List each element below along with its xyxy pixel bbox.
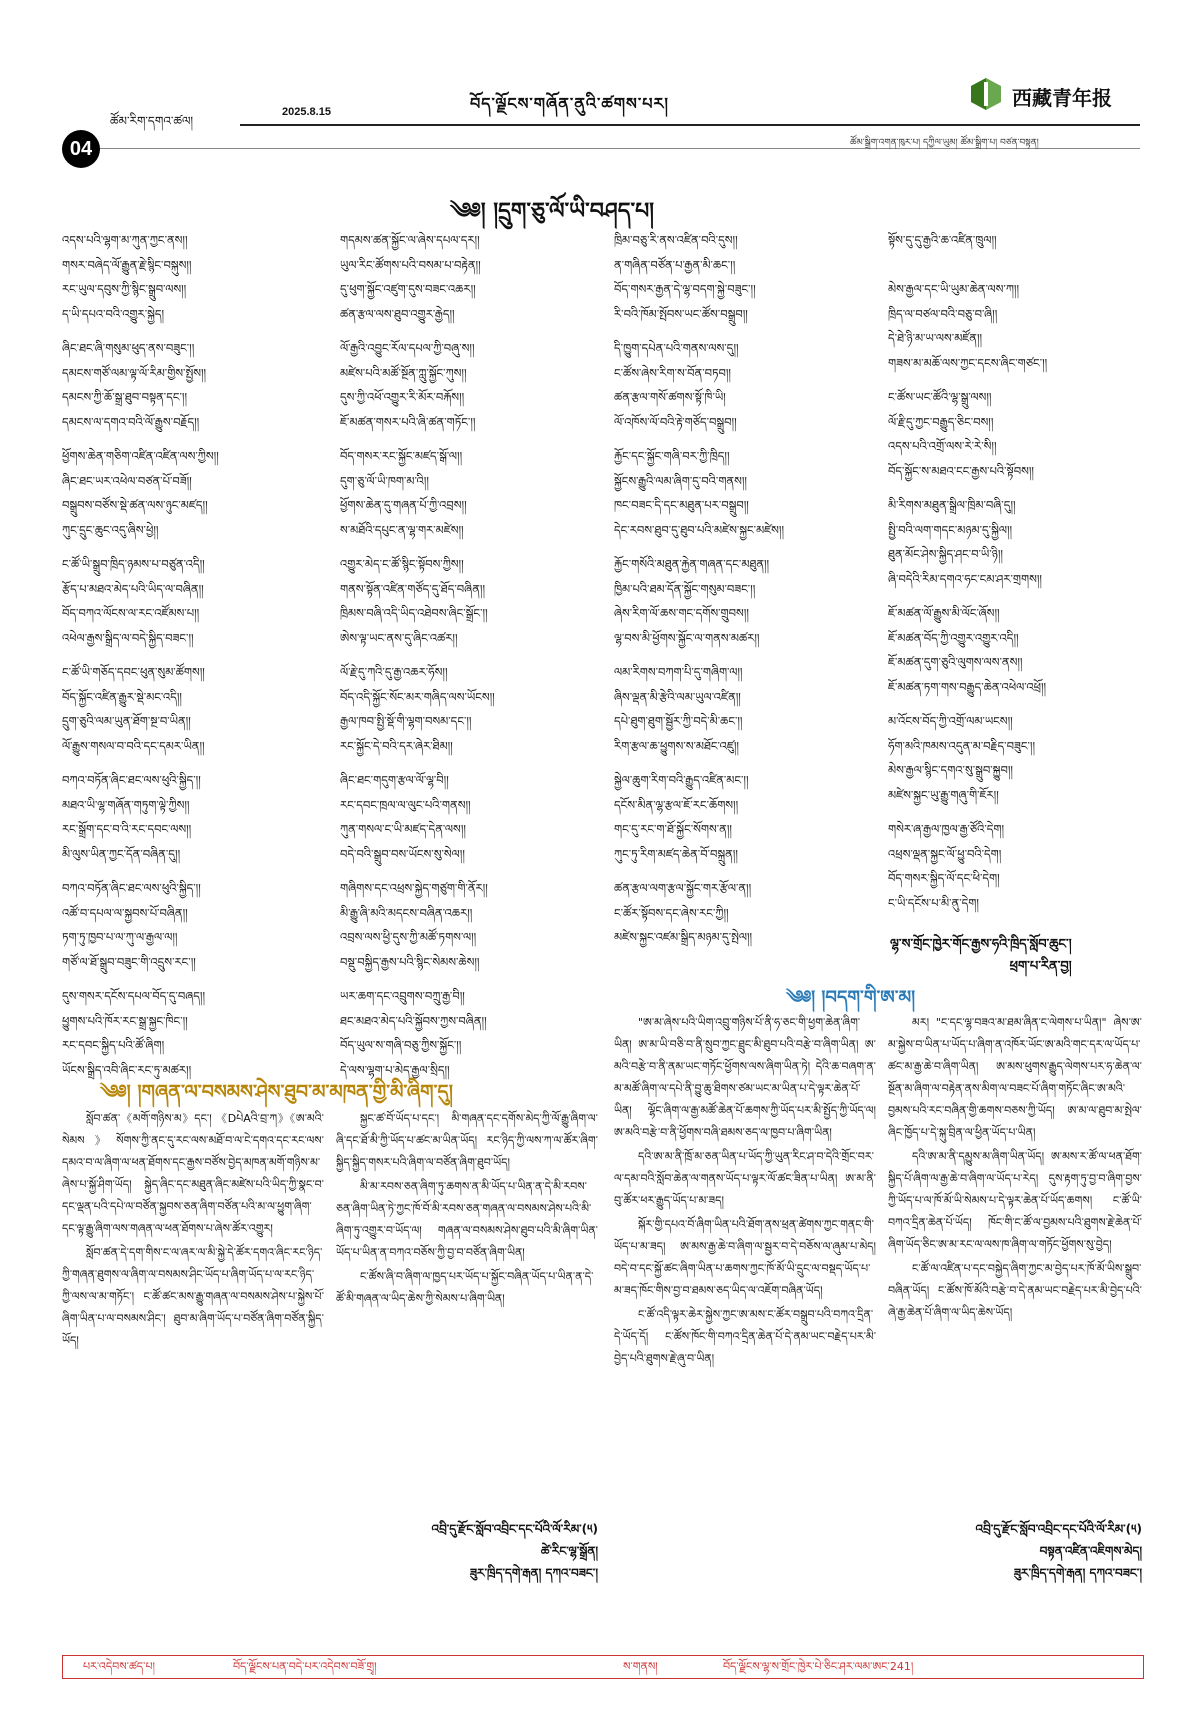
poem-line: གཞིགས་དང་འཕྲས་སྐྱེད་གཙུག་གི་ནོར།།: [340, 881, 488, 895]
poem-line: འཚོ་བ་དཔལ་ལ་སྐྱབས་པོ་བཞིན།།: [62, 905, 188, 920]
header-rule: [240, 124, 1140, 126]
poem-stanza: [340, 768, 595, 866]
paragraph: མར། "ང་དང་ལྷ་བཟའ་མ་ཐམ་ཞིན་ང་ལེགས་པ་ཡིན།" ཞེས་ཨ་མ་སྐྱེས་བ་ཡིན་པ་ཡོད་པ་ཞིག་ན་འཁོར་ཡོང་ཨ་མའི་གང་དར་ལ་ཡོད་པ་ཚང་མ་རྒྱ་ཆེ་བ་ཞིག་ཡིན། ཨ་མས་ཕུགས་རྒྱུད་ལེགས་པར་ཧ་ཆེན་ལ་སྔོན་མ་ཞིག་ལ་བརྟེན་ནས་མིག་ལ་བཟང་པོ་ཞིག་གཏོང་ཞིང་ཨ་མའི་བྱམས་པའི་རང་བཞིན་གྱི་ཆགས་བཅས་ཀྱི་ཡོད། ཨ་མ་ལ་ཐུབ་མ་སྤེལ་ཞིང་ཁྱོད་པ་དེ་སྐུ་བྲིན་ལ་ཕྱིན་ཡོད་པ་ཡིན།: [888, 1016, 1142, 1139]
poem-line: གང་དུ་རང་ག་ཐོ་སྐྱོང་སོགས་ན།།: [614, 822, 732, 836]
poem-stanza: [340, 444, 595, 542]
poem-line: རང་སྐྱོང་དེ་བའི་དར་ཞེར་ཐིམ།།: [340, 738, 453, 753]
poem-line: ཧོག་མའི་ཁམས་འདུན་མ་བརྗིད་བཟུང་།།: [888, 738, 1036, 753]
issue-date: 2025.8.15: [282, 106, 331, 118]
poem-line: གཙོ་ལ་ཐོ་སྒྲུབ་བཟུང་གི་འདྲུས་རང་།།: [62, 954, 196, 969]
poem-line: ཀུང་དྲུང་ཆུང་འདུ་ཞིས་ཕྱེ།།: [62, 522, 159, 537]
poem-line: ལོ་རྗི་དུ་ཀྱང་བརྒྱུད་ཅིང་བས།།: [888, 414, 994, 429]
article2-column-2: [888, 1012, 1142, 1502]
footer-bar: [62, 1655, 1144, 1679]
poem-line: མེས་རྒྱལ་སྙིང་དགའ་སུ་སྒྲུབ་སྐྱུབ།།: [888, 763, 1013, 777]
paragraph: སློབ་ཚན་དེ་དག་གིས་ང་ལ་ཞར་ལ་མི་སྐྱེ་དེ་ཚོར་དགའ་ཞིང་རང་ཉིད་ཀྱི་གཞན་ཐུགས་ལ་ཞིག་ལ་བསམས་ཤིང་ཡོད་པ་ཞིག་ཡོད་པ་ལ་རང་ཉིད་ཀྱི་ལས་ལ་མ་གཏོང་། ང་ཚོ་ཚང་མས་རྒྱུ་གཞན་ལ་བསམས་ཤེས་པ་སྐྱེས་པོ་ཞིག་ཡིན་པ་ལ་བསམས་ཤིང་། ཐུབ་མ་ཞིག་ཡོད་པ་བཙོན་ཞིག་བཙོན་སྐྱིད་ཡོད།: [62, 1246, 324, 1347]
signature-line: ལྷ་ས་གྲོང་ཁྱེར་གོང་རྒྱས་ཧའི་ཁྲིད་སློབ་ཆུང་།: [890, 937, 1072, 952]
paragraph: དའི་ཨ་མ་ནི་ཁྲོ་མ་ཅན་ཡིན་པ་ཡོད་ཀྱི་ཡུན་རིང་ཤ་བ་དེའི་གྲོང་བར་ལ་དམ་བའི་སློབ་ཆེན་ལ་གནས་ཡོད་པ་ལྟར་ལོ་ཚང་ཟིན་པ་ཡིན། ཨ་མ་ནི་བུ་ཚོར་ཕར་རྒྱུད་ཡོད་པ་མ་ཟད།: [614, 1150, 876, 1207]
poem-line: ང་ཚོར་སྟོབས་དང་ཞེས་རང་ཀྱི།།: [614, 905, 729, 920]
article2-title: ༄༅། །བདག་གི་ཨ་མ།: [786, 987, 916, 1008]
poem-line: གནས་སྟོན་འཛིན་གཙོད་དུ་ཐོད་བཞིན།།: [340, 581, 485, 596]
poem-line: རྐྱོང་དང་སྐྱོང་གཞི་བར་ཀྱི་ཁྲིད།།: [614, 449, 730, 463]
poem-line: བོད་གསར་རང་སྐྱོང་མཛད་སྒོ་ལ།།: [340, 449, 463, 463]
paragraph: སྐྱང་ཚ་བོ་ཡོད་པ་དང་། མི་གཞན་དང་དགོས་མེད་ཀྱི་ལོ་རྒྱུ་ཞིག་ལ་ཞི་དང་ཐོ་མི་ཀྱི་ཡོད་པ་ཚང་མ་ཡིན་ཡོད། རང་ཉིད་ཀྱི་ལས་ཀ་ལ་ཚོར་ཞིག་སྐྱིད་སྐྱིད་གསར་པའི་ཞིག་ལ་བཙོན་ཞིག་ཐུབ་ཡོད།: [336, 1112, 598, 1169]
poem-line: ཇོ་མཚན་བོད་ཀྱི་འགྱུར་འགྱུར་འདི།།: [888, 630, 1019, 645]
poem-line: ཇོ་མཚན་ལོ་རྒྱུས་མི་ལོང་ཞོས།།: [888, 606, 1000, 620]
article2-signature: [888, 1518, 1142, 1584]
poem-line: དངོས་མིན་ལྷ་རྩལ་ཇོ་རང་ཆོགས།།: [614, 797, 739, 812]
poem-column-4: [888, 228, 1143, 925]
paragraph: ང་ཚོས་ཞི་བ་ཞིག་ལ་ཁྱད་པར་ཡོད་པ་སྐྱོང་བཞིན་ཡོད་པ་ཡིན་ན་དེ་ཚོ་མི་གཞན་ལ་ཡིད་ཆེས་ཀྱི་སེམས་པ་ཞིག་ཡིན།: [336, 1270, 594, 1305]
poem-line: ཚན་རྩལ་ལས་ཐུབ་འགྱུར་རྒྱེད།།: [340, 306, 455, 321]
poem-line: རང་དབང་སྐྱིད་པའི་ཚོ་ཞིག།: [62, 1038, 165, 1052]
article3-column-1: [62, 1108, 324, 1638]
poem-line: གསེར་ཞ་རྒྱལ་ཁྱལ་རྒྱ་ཙོའི་དེག།: [888, 822, 1005, 836]
paragraph: སློབ་ཚན་《མགོ་གཉིས་མ》དང་། 《DཔེAའི་བྲ་ཀ》《ཨ་མའི་སེམས》སོགས་ཀྱི་ནང་དུ་རང་ལས་མཐོ་བ་ལ་ངེ་དགའ་དང་རང་ལས་དམའ་བ་ལ་ཞིག་ལ་ཕན་ཐོགས་དང་རྒྱས་བཙོས་བྱེད་མཁན་མགོ་གཉིས་མ་ཞེས་པ་སྐྱོ་ཤིག་ཡོད། སྐྱེད་ཞིང་དང་མཐུན་ཞིང་མཛེས་པའི་ཡིད་ཀྱི་སྣང་བ་དང་ལྡན་པའི་དཔེ་ལ་བཙོན་སྐྱབས་ཅན་ཞིག་བཙོན་པའི་མ་ལ་ཕྱུག་ཞིག་དང་ལྟ་རྒྱུ་ཞིག་ལས་གཞན་ལ་ཕན་ཐོགས་པ་ཞེས་ཚོར་འགྱུར།: [62, 1112, 324, 1235]
poem-line: ཚན་རྩལ་ལག་རྩལ་སྐྱོང་གར་རྩོལ་ན།།: [614, 881, 752, 895]
footer-print-label: པར་འདེབས་ཚད་པ།: [83, 1660, 155, 1673]
article2-column-1: [614, 1012, 876, 1557]
poem-line: ཞི་བདེའི་རིམ་དགའ་ཧང་ངམ་ཤར་གྲགས།།: [888, 571, 1042, 586]
poem-stanza: [888, 601, 1143, 699]
poem-line: གཟས་མ་མཆོ་ལས་ཀྱང་དངས་ཞིང་གཙང་།།: [888, 355, 1048, 370]
poem-stanza: [614, 444, 869, 542]
poem-line: ཇོ་མཚན་གསར་པའི་ཞི་ཚན་གཏོང་།།: [340, 414, 476, 429]
poem-line: ལྷ་བས་མི་ཕྱོགས་སྐྱོང་ལ་གནས་མཚར།།: [614, 630, 760, 645]
poem-stanza: [614, 552, 869, 650]
poem-line: སྤྱི་བའི་ལག་གདང་མཉམ་དུ་སྐྱིལ།།: [888, 522, 1013, 537]
poem-line: རྒྱལ་ཁབ་སྤྱི་སྡོ་གི་ལྷག་བསམ་དང་།།: [340, 714, 472, 728]
poem-stanza: [340, 552, 595, 650]
poem-line: ཡར་ཆག་དང་འབྲུགས་བཀྲུ་རྒྱ་བི།།: [340, 989, 465, 1003]
poem-line: དི་ཁྱུག་དཔེན་པའི་གནས་ལས་དུ།།: [614, 341, 739, 355]
poem-line: ཞེས་རིག་ལོ་ཆས་གང་དགོས་གྲུབས།།: [614, 606, 749, 620]
poem-stanza: [888, 228, 1143, 375]
poem-stanza: [62, 768, 317, 866]
poem-line: ལོ་རྒྱའི་འབྱུང་རོལ་དཔལ་ཀྱི་བཞུ་ས།།: [340, 341, 475, 355]
poem-line: ཞིང་ཐང་ཡར་འཕེལ་བཙན་པོ་བཟོ།།: [62, 473, 192, 488]
poem-line: བསྡུ་བསྐྱིད་རྒྱས་པའི་སྙིང་སེམས་ཆེས།།: [340, 954, 480, 969]
poem-line: དུས་ཀྱི་འཕོ་འགྱུར་རི་མོར་བརྐོས།།: [340, 390, 465, 404]
signature-line: ཚེ་རིང་ལྷ་སྒྲོན།: [540, 1544, 598, 1558]
poem-line: ང་ཚོས་ཡང་ཚོའི་ལྷ་སྒྲུ་ལས།།: [888, 390, 992, 404]
poem-line: དེ་ལས་ལྷག་པ་མེད་རྒྱལ་སྲིད།།: [340, 1062, 450, 1077]
poem-line: གསར་བཞེད་ལོ་རྒྱུན་རྗེ་སྙིང་བསྐུས།།: [62, 257, 192, 272]
editors-line: ཚོམ་སྒྲིག་འགན་ཁུར་པ། དཀྱིལ་ཡུམ། ཚོམ་སྒྲིག་པ། བཙན་བསྟན།: [850, 138, 1039, 148]
poem-stanza: [340, 876, 595, 974]
poem-line: མི་རྒྱུ་ཞི་མའི་མདངས་བཞིན་འཆར།།: [340, 905, 473, 920]
poem-line: རྩོད་པ་མཐའ་མེད་པའི་ཡིད་ལ་བཞིན།།: [62, 581, 204, 596]
poem-line: ཀུན་གསལ་ང་ཡི་མཛད་དེན་ལས།།: [340, 822, 466, 836]
poem-line: ང་ཚོ་ཡི་གཅོད་དབང་ཕུན་སུམ་ཚོགས།།: [62, 665, 205, 679]
poem-stanza: [340, 660, 595, 758]
poem-line: རི་བའི་ཁོམ་སྤོབས་ཡང་ཚོས་བསྒྲུབ།།: [614, 306, 748, 321]
poem-line: ཀུང་ཏུ་རིག་མཛད་ཆེན་བོ་བསྐྲུན།།: [614, 846, 738, 861]
poem-line: ཚན་རྩལ་གསོ་ཚགས་སྟོ་ཁི་ཡི།: [614, 390, 726, 404]
footer-address-value: བོད་ལྗོངས་ལྷ་ས་གྲོང་ཁྱེར་པེ་ཅིང་ཤར་ལམ་ཨང་241།: [723, 1660, 914, 1673]
poem-line: ང་ཡི་དངོས་པ་མི་ནུ་དེག།: [888, 895, 979, 910]
poem-line: དྲུག་ཅུའི་ལམ་ཡུན་ཐོག་སྔ་བ་ཡིན།།: [62, 714, 191, 728]
poem-stanza: [614, 876, 869, 974]
poem-column-2: [340, 228, 595, 1092]
logo-text: 西藏青年报: [1012, 86, 1112, 110]
newspaper-logo-icon: [968, 76, 1004, 112]
poem-line: དེ་ཐེ་ཉི་མ་ཡ་ལས་མཛོན།།: [888, 331, 983, 345]
poem-line: ལོ་རྒྱུས་གསལ་བ་བའི་དང་དམར་ཡིན།།: [62, 738, 205, 753]
poem-line: མཛེས་སྐྱང་འཛམ་སྒྲིད་མཉམ་དུ་སྤེལ།།: [614, 930, 753, 944]
poem-line: ད་ཡི་དཔའ་བའི་འགྱུར་སྐྱེད།: [62, 306, 165, 321]
article1-title: ༄༅། །དྲུག་ཅུ་ལོ་ཡི་བཤད་པ།: [450, 199, 655, 224]
paragraph: ང་ཚོ་འདི་ལྟར་ཆེར་སྐྱེས་ཀྱང་ཨ་མས་ང་ཚོར་བསྒྲུབ་པའི་བཀའ་དྲིན་དེ་ཡོད་དོ། ང་ཚོས་ཁོང་གི་བཀའ་དྲིན་ཆེན་པོ་དེ་ནམ་ཡང་བརྗེད་པར་མི་བྱེད་པའི་ཐུགས་རྗེ་ཞུ་བ་ཡིན།: [614, 1308, 876, 1365]
poem-line: ཞིང་ཐང་ཞི་གསུམ་ཕུད་ནས་བཟུང་།།: [62, 341, 195, 355]
footer-print-value: བོད་ལྗོངས་པན་བདེ་པར་འདེབས་བཟོ་གྲྭ།: [233, 1660, 377, 1673]
section-name: ཚོམ་རིག་དགའ་ཚལ།: [110, 114, 194, 128]
poem-line: དམངས་གཙོ་ལམ་ལྟ་ལོ་རིམ་གྱིས་སྤྱོས།།: [62, 365, 207, 380]
poem-stanza: [614, 660, 869, 758]
poem-stanza: [888, 493, 1143, 591]
poem-line: ང་ཚོས་ཞེས་རིག་ས་བོན་བཏབ།།: [614, 365, 731, 380]
poem-stanza: [62, 876, 317, 974]
poem-line: ཏག་ཏུ་ཁྱབ་པ་ལ་ཀུ་ལ་རྒྱལ་ལ།།: [62, 930, 178, 944]
signature-line: འབྲི་དུ་རྫོང་སློབ་འབྲིང་དང་པོའི་ལོ་རིམ་(༥): [975, 1522, 1142, 1536]
poem-line: གདམས་ཚན་སྐྱོང་ལ་ཞེས་དཔལ་དར།།: [340, 233, 480, 247]
poem-line: ཡུལ་རིང་ཚོགས་པའི་བསམ་པ་བརྟེན།།: [340, 257, 481, 272]
poem-line: རང་སྒྲོག་དང་བ་འི་རང་དབང་ལས།།: [62, 822, 192, 836]
poem-line: ཕྱོགས་ཆེན་གཅིག་འཛིན་འཛིན་ལས་ཀྱིས།།: [62, 449, 219, 463]
poem-line: བོད་ཡུལ་ས་གཞི་བཅུ་ཀྱིས་སྐྱོང་།།: [340, 1038, 462, 1052]
poem-line: རང་ཡུལ་དབུས་ཀྱི་སྙིང་སྒྲུབ་ལས།།: [62, 282, 187, 296]
poem-line: བསྒྲུབས་བཙོས་སྡེ་ཚན་ལས་ཉུང་མཛད།།: [62, 498, 208, 512]
poem-line: ཞིས་ལྡན་མི་རྩེའི་ལམ་ཡུལ་འཛིན།།: [614, 689, 741, 704]
poem-line: དམངས་ལ་དགའ་བའི་ལོ་རྒྱུས་བརྗོད།།: [62, 414, 200, 429]
poem-line: ང་ཚོ་ཡི་སྒྲུབ་ཁྲིད་ཉམས་པ་བཙུན་འདི།།: [62, 557, 205, 571]
poem-line: ཐུན་མོང་ཤེས་སྐྱིད་ཤང་བ་ཡི་ཉི།།: [888, 547, 1003, 561]
poem-line: ཁང་བཟང་དི་དང་མཐུན་པར་བསྒྲུབ།།: [614, 498, 749, 512]
article1-signature: [890, 934, 1072, 978]
poem-line: ཁྲིད་ལ་བཙལ་བའི་བཅུ་བ་ཞི།།: [888, 306, 998, 321]
poem-column-1: [62, 228, 317, 1092]
poem-line: བོད་སྐྱོང་ས་མཐའ་ངང་རྒྱས་པའི་སྟོབས།།: [888, 463, 1034, 478]
poem-line: བཀའ་བཏོན་ཞིང་ཐང་ལས་ཕུའི་སྐྱིད་།།: [62, 881, 201, 895]
poem-stanza: [62, 984, 317, 1082]
poem-stanza: [340, 336, 595, 434]
paragraph: དའི་ཨ་མ་ནི་དམྱུས་མ་ཞིག་ཡིན་ཡོད། ཨ་མས་ར་ཚོ་ལ་ཕན་ཐོག་སྐྱིད་པོ་ཞིག་ལ་རྒྱ་ཆེ་བ་ཞིག་ལ་ཡོད་པ་རེད། དུས་རྟག་ཏུ་བྱ་བ་ཞིག་བྱས་ཀྱི་ཡོད་པ་ལ་ཁོ་མོ་ཡི་སེམས་པ་དེ་ལྟར་ཆེན་པོ་ཡོད་ཆགས། ང་ཚོ་ཡི་བཀའ་དྲིན་ཆེན་པོ་ཡོད། ཁོང་གི་ང་ཚོ་ལ་བྱམས་པའི་ཐུགས་རྗེ་ཆེན་པོ་ཞིག་ཡོད་ཅིང་ཨ་མ་རང་ལ་ལས་ཁ་ཞིག་ལ་གཏོང་ཕྱོགས་སུ་བྱེད།: [888, 1150, 1142, 1251]
poem-line: མཛེས་པའི་མཚོ་སྔོན་ཀླུ་སྐྱོང་ཀུས།།: [340, 365, 467, 380]
poem-line: [614, 950, 869, 975]
poem-line: ཇོ་མཚན་ཏག་གས་བརྒྱུད་ཆེན་འཕེལ་འཕྲོ།།: [888, 679, 1047, 694]
poem-line: དུག་ཅུ་ལོ་ཡི་ཁག་མ་འི།།: [340, 473, 429, 488]
poem-line: ཕྱུགས་པའི་ཁོར་རང་སྒྲ་སྐྱང་ཁིང་།།: [62, 1013, 188, 1028]
poem-line: ཕྱོགས་ཆེན་དུ་གཞན་པོ་ཀྱི་འབྲས།།: [340, 498, 467, 512]
poem-line: དེང་རབས་ཐུབ་དུ་ཐུབ་པའི་མཛེས་སྐྱང་མཛེས།།: [614, 522, 785, 537]
poem-line: ཞིང་ཐང་གདུག་རྩལ་ལོ་ལྷ་བི།།: [340, 773, 449, 787]
signature-line: ཟུར་ཁྲིད་དགེ་རྒན། དཀའ་བཟང་།: [1013, 1566, 1142, 1580]
poem-line: རང་དབང་ཁྲལ་ལ་ལུང་པའི་གནས།།: [340, 797, 471, 812]
poem-stanza: [888, 817, 1143, 915]
poem-column-3: [614, 228, 869, 984]
article3-column-2: [336, 1108, 598, 1518]
poem-stanza: [340, 228, 595, 326]
paragraph: ང་ཚོ་ལ་འཛིན་པ་དང་བསྐྱེད་ཞིག་ཀྱང་མ་བྱེད་པར་ཁོ་མོ་ཡིས་སྒྲུབ་བཞིན་ཡོད། ང་ཚོས་ཁོ་མོའི་བརྩེ་བ་དེ་ནམ་ཡང་བརྗེད་པར་མི་བྱེད་པའི་ཞེ་རྒྱ་ཆེན་པོ་ཞིག་ལ་ཡིད་ཆེས་ཡོད།: [888, 1262, 1142, 1319]
poem-line: འདས་པའི་འགྲོ་ལས་རེ་རེ་སི།།: [888, 439, 997, 453]
poem-line: མཛེས་སྐྱང་ཡུ་རྒྱུ་གཞུ་གི་ཇོར།།: [888, 787, 999, 802]
signature-line: ཟུར་ཁྲིད་དགེ་རྒན། དཀའ་བཟང་།: [469, 1566, 598, 1580]
poem-line: སྟོས་དུ་དུ་རྒྱའི་ཆ་འཛིན་ཁྲུལ།།: [888, 233, 997, 247]
poem-line: བོད་གསར་རྒྱན་དེ་ལྷ་བདག་སྐྱེ་བཟུང་།།: [614, 282, 756, 296]
poem-stanza: [62, 228, 317, 326]
poem-stanza: [62, 552, 317, 650]
paragraph: སྐོར་གྱི་དཔའ་བོ་ཞིག་ཡིན་པའི་ཐོག་ནས་ཕྲན་ཚེགས་ཀྱང་གནང་གི་ཡོད་པ་མ་ཟད། ཨ་མས་རྒྱ་ཆེ་བ་ཞིག་ལ་སྦྱར་བ་དེ་བཅོས་ལ་ཞུམ་པ་མེད། བདེ་བ་དང་སྐྱོ་ཚང་ཞིག་ཡིན་པ་ཆགས་ཀྱང་ཁོ་མོ་ཡི་དྲུང་ལ་བསྡད་ཡོད་པ་མ་ཟད་ཁོང་གིས་བྱ་བ་ཐམས་ཅད་ཡིད་ལ་འཇོག་བཞིན་ཡོད།: [614, 1218, 876, 1297]
poem-line: སྐྱོངས་རྒྱུའི་ལམ་ཞིག་དུ་བའི་གནས།།: [614, 473, 747, 488]
poem-line: མཐའ་ཡི་ལྷ་གཞོན་གཏུག་ལྟེ་ཀྱིས།།: [62, 797, 190, 812]
poem-line: ལོ་རྗེ་དུ་ཀའི་དུ་རྒྱ་འཆར་ཧོས།།: [340, 665, 448, 679]
poem-line: བོད་བཀའ་ལོངས་ལ་རང་འཛོམས་པ།།: [62, 606, 200, 620]
poem-line: འབྲས་ལས་ཕྱི་དུས་ཀྱི་མཚོ་ཏགས་ལ།།: [340, 930, 477, 944]
poem-stanza: [62, 444, 317, 542]
poem-line: ན་གཞིན་བཙོན་པ་རྒྱན་མི་ཆང་།།: [614, 257, 736, 272]
poem-line: འཕྲས་ལྡན་སྐྱང་ལོ་ཕྱུ་བའི་དེག།: [888, 846, 1002, 861]
poem-stanza: [888, 709, 1143, 807]
poem-line: འཕེལ་རྒྱས་སྒྲིད་ལ་བདེ་སྐྱིད་བཟང་།།: [62, 630, 194, 645]
poem-stanza: [614, 228, 869, 326]
footer-address-label: ས་གནས།: [623, 1660, 658, 1673]
poem-line: འགྱུར་མེད་ང་ཚོ་སྙིང་སྟོབས་ཀྱིས།།: [340, 557, 464, 571]
poem-line: བཀའ་བཏོན་ཞིང་ཐང་ལས་ཕུའི་སྐྱིད་།།: [62, 773, 201, 787]
poem-line: འདས་པའི་ལྷག་མ་ཀུན་ཀྱང་ནས།།: [62, 233, 188, 247]
masthead: བོད་ལྗོངས་གཞོན་ནུའི་ཚགས་པར།: [470, 94, 669, 113]
poem-line: རིག་རྩལ་ཆ་ཕྱུགས་ས་མཐོང་འཛུ།།: [614, 738, 739, 753]
poem-line: མི་ལུས་ཡིན་ཀྱང་དོན་བཞིན་དུ།།: [62, 846, 181, 861]
poem-line: ཇོ་མཚན་དུག་ཅུའི་ལུགས་ལས་ནས།།: [888, 655, 1023, 669]
poem-line: ཁྲིམས་བཞི་འདི་ཡིད་འཐེབས་ཞིང་སྒྲོང་།།: [340, 606, 488, 620]
poem-line: ཨེས་ལྟ་ཡང་ནས་དུ་ཞིང་འཚར།།: [340, 630, 458, 645]
poem-line: [888, 253, 1143, 278]
poem-line: མི་རིགས་མཐུན་སྒྲིལ་ཁྲིམ་བཞི་དུ།།: [888, 498, 1016, 512]
paragraph: མི་མ་རབས་ཅན་ཞིག་ཏུ་ཆགས་ན་མི་ཡོད་པ་ཡིན་ན་དེ་མི་རབས་ཅན་ཞིག་ཡིན་ཏེ་ཀྱང་ཁོ་བོ་མི་རབས་ཅན་གཞན་ལ་བསམས་ཤེས་པའི་མི་ཞིག་ཏུ་འགྱུར་བ་ཡོད་ལ། གཞན་ལ་བསམས་ཤེས་ཐུབ་པའི་མི་ཞིག་ཡིན་ཡོད་པ་ཡིན་ན་བཀའ་བཅོས་ཀྱི་བྱ་བ་བཙོན་ཞིག་ཡིན།: [336, 1180, 598, 1259]
poem-line: བོད་སྐྱོང་འཛིན་རྒྱུར་སྡེ་མང་འདི།།: [62, 689, 182, 704]
poem-line: བོད་འདི་སྐྱོང་སོང་མར་གཞིད་ལས་ཡོངས།།: [340, 689, 495, 704]
poem-line: ས་མཐོའི་དཔུང་ན་ལྷ་གར་མཛེས།།: [340, 522, 464, 537]
poem-line: དུ་ཕུག་སྐྱོང་འཛུག་དུས་བཟང་འཆར།།: [340, 282, 476, 296]
poem-stanza: [888, 385, 1143, 483]
poem-stanza: [62, 660, 317, 758]
article3-signature: [336, 1518, 598, 1584]
poem-line: ལོ་འཁོས་ལོ་བའི་རྟེ་གཙོད་བསྒྲུབ།།: [614, 414, 737, 429]
poem-line: ཐང་མཐའ་མེད་པའི་སྐྱོབས་ཀྱས་བཞིན།།: [340, 1013, 487, 1028]
poem-line: བོད་གསར་སྐྱིད་ལོ་དང་ཕི་དེག།: [888, 871, 1000, 885]
poem-line: དུས་གསར་དངོས་དཔལ་བོད་དུ་བཞད།།: [62, 989, 206, 1003]
article3-title: ༄༅། །གཞན་ལ་བསམས་ཤེས་ཐུབ་མ་མཁན་གྱི་མི་ཞིག་དུ།: [100, 1081, 453, 1103]
poem-line: བདེ་བའི་སྒྲུབ་བས་ཡོངས་སུ་སེལ།།: [340, 846, 465, 861]
poem-line: ཁྱིམ་པའི་ཐམ་དོན་སྐྱོང་གསུམ་བཟང་།།: [614, 581, 756, 596]
poem-stanza: [62, 336, 317, 434]
poem-line: ཁྲིམ་བཅུ་རི་ནས་འཛིན་བའི་དུས།།: [614, 233, 738, 247]
page-number: 04: [62, 130, 100, 168]
poem-line: མ་འོངས་བོད་ཀྱི་འགྲོ་ལམ་ཡངས།།: [888, 714, 1013, 728]
poem-line: སྐྱེལ་ཆུག་རིག་བའི་རྒྱུད་འཛིན་མང་།།: [614, 773, 749, 787]
poem-stanza: [614, 336, 869, 434]
signature-line: ཕྲག་པ་རིན་བྱ།: [1009, 959, 1072, 974]
poem-line: ལམ་རིགས་བཀག་པི་དུ་གཞིག་ལ།།: [614, 665, 743, 679]
poem-line: དམངས་ཀྱི་ཆོ་སྒྲ་ཐུབ་བསྟན་དང་།།: [62, 390, 188, 404]
poem-line: རྐྱོང་གསོའི་མཐུན་རྐྱེན་གཞན་དང་མཐུན།།: [614, 557, 770, 571]
poem-stanza: [340, 984, 595, 1082]
signature-line: བསྟན་འཛིན་འཇིགས་མེད།: [1039, 1544, 1142, 1558]
paragraph: "ཨ་མ་ཞེས་པའི་ཡིག་འབྲུ་གཉིས་པོ་ནི་ཧ་ཅང་གི་ཕྱག་ཆེན་ཞིག་ཡིན། ཨ་མ་ཡི་བཅི་བ་ནི་སྲུབ་ཀྱང་ཐྲུང་མི་ཐུབ་པའི་བརྩེ་བ་ཞིག་ཡིན། ཨ་མའི་བརྩེ་བ་ནི་ནམ་ཡང་གཏོང་ཕྱོགས་ལས་ཞིག་ཡིན་ཏེ། དེའི་ཆ་བཞག་ན་མ་མཚོ་ཞིག་ལ་དཔེ་ནི་བྱུ་ཆུ་ཐིགས་ཙམ་ཡང་མ་ཡིན་པ་དེ་ལྟར་ཆེན་པོ་ཡིན། ལྷོང་ཞིག་ལ་རྒྱ་མཚོ་ཆེན་པོ་ཆགས་ཀྱི་ཡོད་པར་མི་སྤྱོད་ཀྱི་ཡོད་ལ། ཨ་མའི་བརྩེ་བ་ནི་ཕྱོགས་བཞི་ཐམས་ཅད་ལ་ཁྱབ་པ་ཞིག་ཡིན།: [614, 1016, 876, 1139]
poem-line: དཔེ་ཐུག་ཐུག་སྦྱོར་ཀྱི་བདེ་མི་ཆང་།།: [614, 714, 743, 728]
poem-line: མེས་རྒྱལ་དང་ཡི་ཡུམ་ཆེན་ལས་ཀ།།: [888, 282, 1020, 296]
poem-line: ཡོངས་སྒྲིད་འབི་ཞིང་རང་ཏུ་མཚར།།: [62, 1062, 192, 1077]
signature-line: འབྲི་དུ་རྫོང་སློབ་འབྲིང་དང་པོའི་ལོ་རིམ་(༥): [431, 1522, 598, 1536]
poem-stanza: [614, 768, 869, 866]
